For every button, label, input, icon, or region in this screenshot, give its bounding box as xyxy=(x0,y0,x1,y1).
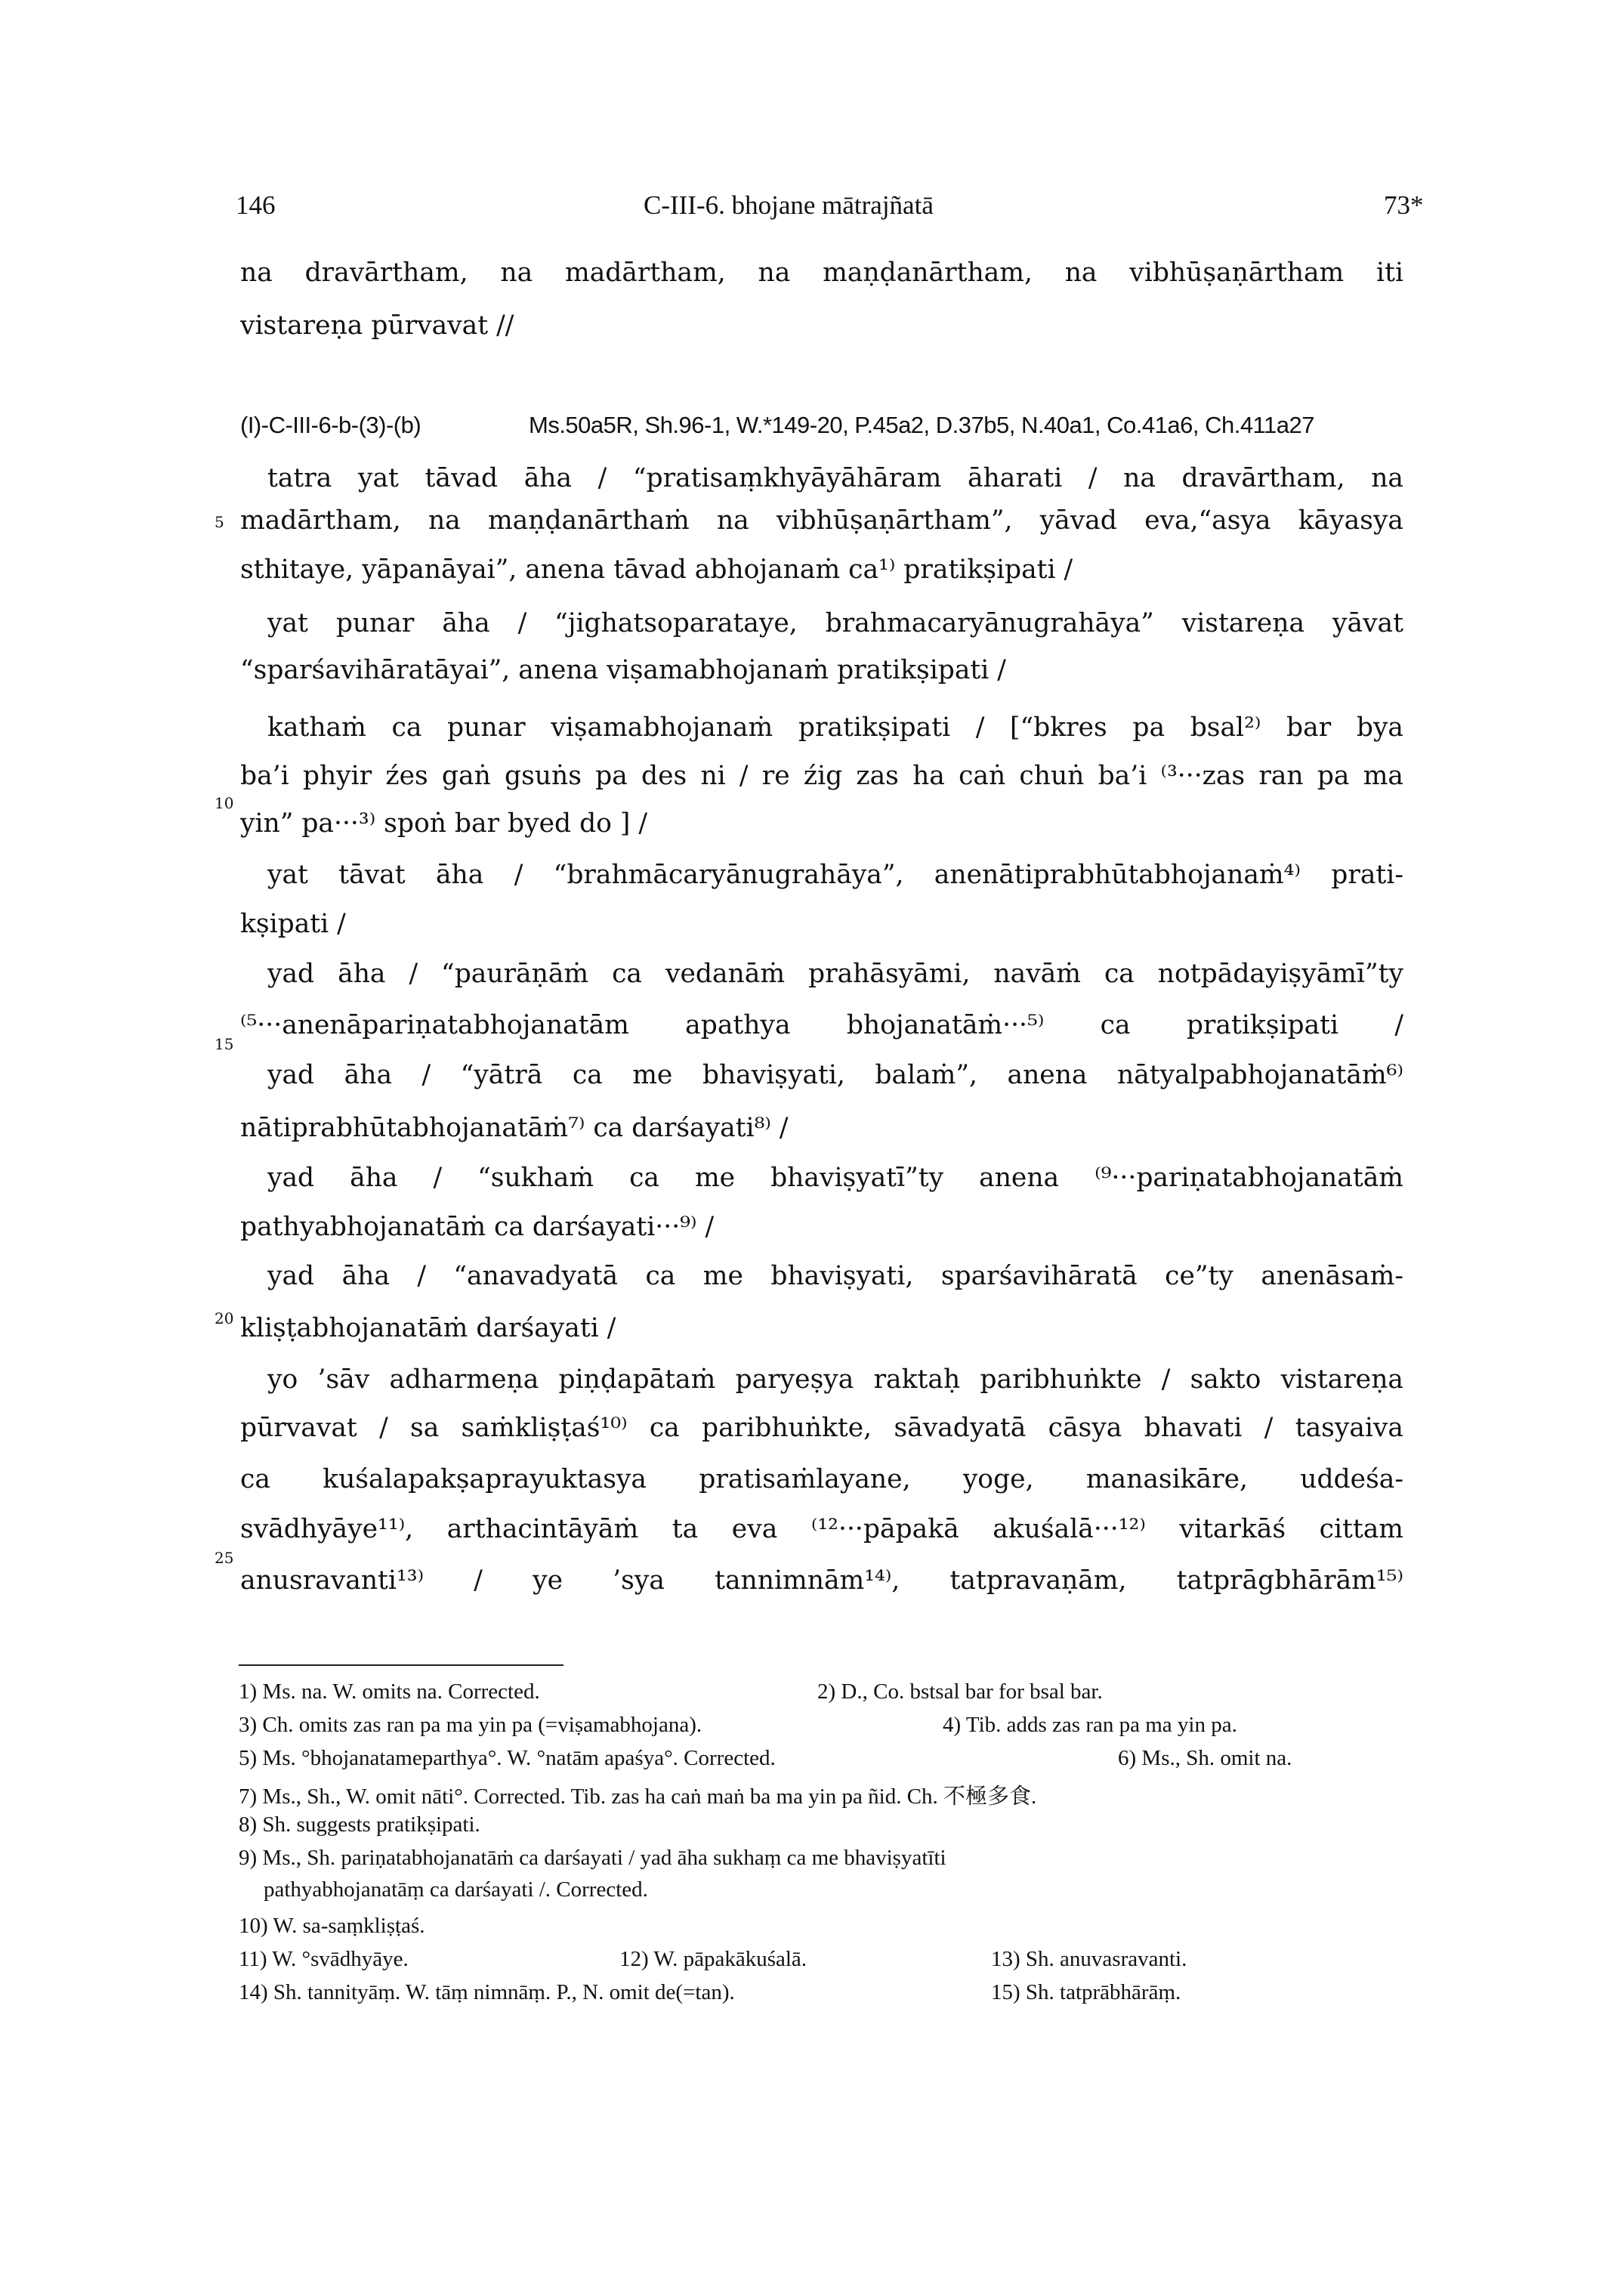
intro-line: na dravārtham, na madārtham, na maṇḍanārtham, na vibhūṣaṇārtham iti xyxy=(240,258,1403,288)
page-number: 146 xyxy=(236,190,276,220)
line-number: 25 xyxy=(215,1549,234,1567)
folio-number: 73* xyxy=(1384,190,1424,220)
footnote: 2) D., Co. bstsal bar for bsal bar. xyxy=(817,1680,1103,1704)
footnote: 5) Ms. °bhojanatameparthya°. W. °natām apaśya°. Corrected. xyxy=(239,1746,776,1770)
text-line: yo ’sāv adharmeṇa piṇḍapātaṁ paryeṣya raktaḥ paribhuṅkte / sakto vistareṇa xyxy=(267,1364,1403,1395)
text-line: yat punar āha / “jighatsoparataye, brahmacaryānugrahāya” vistareṇa yāvat xyxy=(267,608,1403,638)
text-line: nātiprabhūtabhojanatāṁ⁷⁾ ca darśayati⁸⁾ / xyxy=(240,1113,789,1143)
text-line: yad āha / “yātrā ca me bhaviṣyati, balaṁ”, anena nātyalpabhojanatāṁ⁶⁾ xyxy=(267,1060,1403,1090)
footnote: 11) W. °svādhyāye. xyxy=(239,1947,409,1971)
text-line: yad āha / “paurāṇāṁ ca vedanāṁ prahāsyāmi, navāṁ ca notpādayiṣyāmī”ty xyxy=(267,959,1403,989)
footnote: 13) Sh. anuvasravanti. xyxy=(991,1947,1187,1971)
text-line: yad āha / “sukhaṁ ca me bhaviṣyatī”ty anena ⁽⁹···pariṇatabhojanatāṁ xyxy=(267,1163,1403,1193)
footnote: 8) Sh. suggests pratikṣipati. xyxy=(239,1812,480,1837)
text-line: kṣipati / xyxy=(240,909,346,939)
text-line: anusravanti¹³⁾ / ye ’sya tannimnām¹⁴⁾, tatpravaṇām, tatprāgbhārām¹⁵⁾ xyxy=(240,1565,1403,1596)
line-number: 15 xyxy=(215,1035,234,1053)
running-title: C-III-6. bhojane mātrajñatā xyxy=(644,190,934,220)
footnote: 6) Ms., Sh. omit na. xyxy=(1118,1746,1292,1770)
section-id: (I)-C-III-6-b-(3)-(b) xyxy=(240,412,421,438)
footnote: 15) Sh. tatprābhārāṃ. xyxy=(991,1980,1181,2004)
text-line: kathaṁ ca punar viṣamabhojanaṁ pratikṣipati / [“bkres pa bsal²⁾ bar bya xyxy=(267,712,1403,743)
text-line: yin” pa···³⁾ spoṅ bar byed do ] / xyxy=(240,808,647,839)
text-line: ca kuśalapakṣaprayuktasya pratisaṁlayane, yoge, manasikāre, uddeśa- xyxy=(240,1464,1403,1494)
text-line: sthitaye, yāpanāyai”, anena tāvad abhojanaṁ ca¹⁾ pratikṣipati / xyxy=(240,555,1073,585)
footnote-rule xyxy=(239,1664,563,1666)
text-line: tatra yat tāvad āha / “pratisaṃkhyāyāhāram āharati / na dravārtham, na xyxy=(267,463,1403,493)
footnote: 10) W. sa-saṃkliṣṭaś. xyxy=(239,1914,425,1938)
footnote: 7) Ms., Sh., W. omit nāti°. Corrected. Tib. zas ha caṅ maṅ ba ma yin pa ñid. Ch. 不極多食. xyxy=(239,1785,1037,1809)
text-line: pathyabhojanatāṁ ca darśayati···⁹⁾ / xyxy=(240,1212,715,1242)
text-line: yad āha / “anavadyatā ca me bhaviṣyati, sparśavihāratā ce”ty anenāsaṁ- xyxy=(267,1261,1403,1291)
footnote: 1) Ms. na. W. omits na. Corrected. xyxy=(239,1680,540,1704)
footnote-continuation: pathyabhojanatāṃ ca darśayati /. Corrected. xyxy=(264,1877,648,1902)
line-number: 10 xyxy=(215,794,234,812)
line-number: 20 xyxy=(215,1309,234,1327)
intro-line: vistareṇa pūrvavat // xyxy=(240,311,514,341)
footnote: 12) W. pāpakākuśalā. xyxy=(619,1947,807,1971)
text-line: madārtham, na maṇḍanārthaṁ na vibhūṣaṇārtham”, yāvad eva,“asya kāyasya xyxy=(240,505,1403,536)
footnote: 3) Ch. omits zas ran pa ma yin pa (=viṣamabhojana). xyxy=(239,1713,702,1737)
manuscript-references: Ms.50a5R, Sh.96-1, W.*149-20, P.45a2, D.37b5, N.40a1, Co.41a6, Ch.411a27 xyxy=(529,412,1314,438)
footnote: 4) Tib. adds zas ran pa ma yin pa. xyxy=(943,1713,1237,1737)
text-line: kliṣṭabhojanatāṁ darśayati / xyxy=(240,1313,616,1343)
footnote: 14) Sh. tannityāṃ. W. tāṃ nimnāṃ. P., N. omit de(=tan). xyxy=(239,1980,735,2004)
text-line: ba’i phyir źes gaṅ gsuṅs pa des ni / re źig zas ha caṅ chuṅ ba’i ⁽³···zas ran pa ma xyxy=(240,761,1403,791)
footnote: 9) Ms., Sh. pariṇatabhojanatāṁ ca darśayati / yad āha sukhaṃ ca me bhaviṣyatīti xyxy=(239,1846,946,1870)
text-line: yat tāvat āha / “brahmācaryānugrahāya”, anenātiprabhūtabhojanaṁ⁴⁾ prati- xyxy=(267,860,1403,890)
text-line: pūrvavat / sa saṁkliṣṭaś¹⁰⁾ ca paribhuṅkte, sāvadyatā cāsya bhavati / tasyaiva xyxy=(240,1413,1403,1443)
text-line: ⁽⁵···anenāpariṇatabhojanatām apathya bhojanatāṁ···⁵⁾ ca pratikṣipati / xyxy=(240,1010,1403,1040)
text-line: “sparśavihāratāyai”, anena viṣamabhojanaṁ pratikṣipati / xyxy=(240,655,1006,685)
line-number: 5 xyxy=(215,513,224,531)
text-line: svādhyāye¹¹⁾, arthacintāyāṁ ta eva ⁽¹²···pāpakā akuśalā···¹²⁾ vitarkāś cittam xyxy=(240,1514,1403,1544)
